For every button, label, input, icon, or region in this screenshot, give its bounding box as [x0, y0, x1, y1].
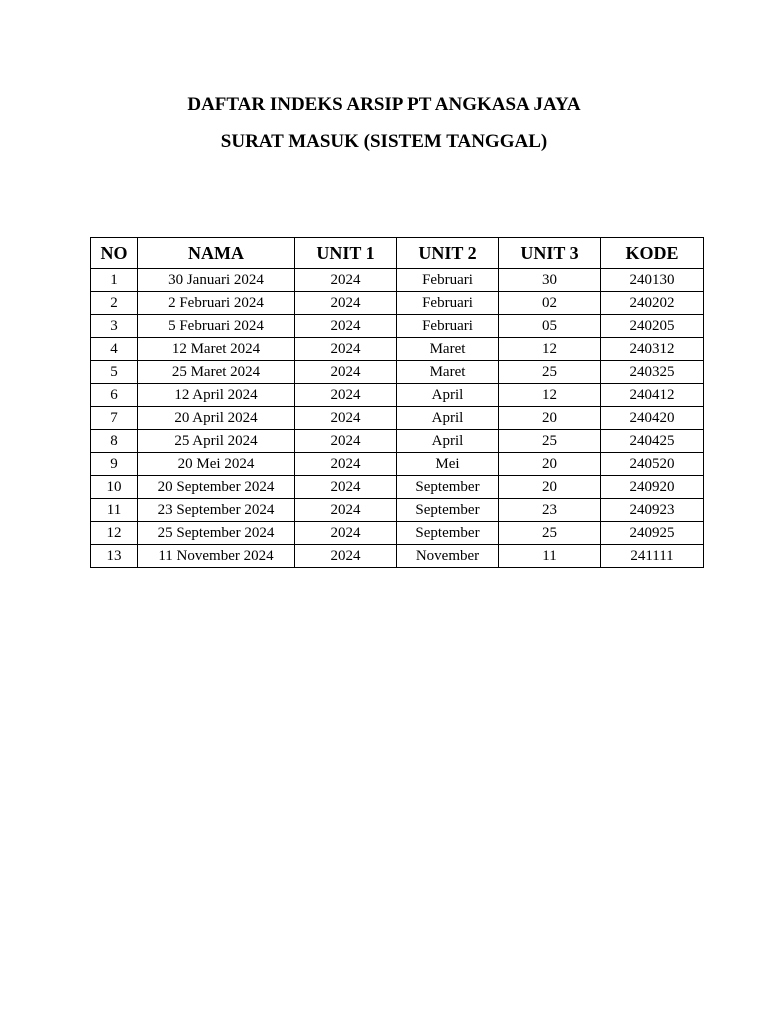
archive-index-table — [90, 237, 704, 568]
cell-no: 13 — [91, 545, 138, 568]
cell-unit-2: Februari — [397, 269, 499, 292]
cell-no: 4 — [91, 338, 138, 361]
cell-unit-2: Mei — [397, 453, 499, 476]
table-row — [91, 315, 704, 338]
cell-no: 5 — [91, 361, 138, 384]
cell-unit-3: 20 — [499, 476, 601, 499]
cell-unit-3: 12 — [499, 338, 601, 361]
header-row — [91, 238, 704, 269]
cell-no: 6 — [91, 384, 138, 407]
table-row — [91, 292, 704, 315]
header-unit-3: UNIT 3 — [499, 238, 601, 269]
table-row — [91, 338, 704, 361]
cell-kode: 240202 — [601, 292, 704, 315]
cell-unit-3: 05 — [499, 315, 601, 338]
cell-unit-2: September — [397, 522, 499, 545]
cell-unit-3: 20 — [499, 407, 601, 430]
cell-nama: 25 September 2024 — [138, 522, 295, 545]
cell-no: 2 — [91, 292, 138, 315]
cell-nama: 11 November 2024 — [138, 545, 295, 568]
cell-kode: 240920 — [601, 476, 704, 499]
cell-kode: 240923 — [601, 499, 704, 522]
header-kode: KODE — [601, 238, 704, 269]
header-nama: NAMA — [138, 238, 295, 269]
header-unit-1: UNIT 1 — [295, 238, 397, 269]
cell-unit-1: 2024 — [295, 522, 397, 545]
cell-kode: 240312 — [601, 338, 704, 361]
cell-nama: 20 April 2024 — [138, 407, 295, 430]
table-row — [91, 522, 704, 545]
cell-unit-2: April — [397, 407, 499, 430]
cell-unit-3: 20 — [499, 453, 601, 476]
cell-unit-2: Maret — [397, 338, 499, 361]
cell-unit-3: 02 — [499, 292, 601, 315]
table-row — [91, 384, 704, 407]
cell-unit-2: September — [397, 499, 499, 522]
table-row — [91, 499, 704, 522]
cell-unit-1: 2024 — [295, 476, 397, 499]
document-title: DAFTAR INDEKS ARSIP PT ANGKASA JAYA — [187, 94, 581, 115]
cell-unit-1: 2024 — [295, 269, 397, 292]
cell-unit-1: 2024 — [295, 430, 397, 453]
table-row — [91, 453, 704, 476]
cell-unit-3: 25 — [499, 430, 601, 453]
cell-unit-3: 12 — [499, 384, 601, 407]
cell-no: 12 — [91, 522, 138, 545]
cell-no: 7 — [91, 407, 138, 430]
cell-nama: 12 Maret 2024 — [138, 338, 295, 361]
cell-kode: 241111 — [601, 545, 704, 568]
cell-unit-1: 2024 — [295, 545, 397, 568]
cell-nama: 2 Februari 2024 — [138, 292, 295, 315]
cell-unit-2: November — [397, 545, 499, 568]
cell-unit-3: 25 — [499, 522, 601, 545]
table-row — [91, 407, 704, 430]
table-row — [91, 361, 704, 384]
cell-unit-1: 2024 — [295, 315, 397, 338]
cell-unit-1: 2024 — [295, 499, 397, 522]
cell-kode: 240425 — [601, 430, 704, 453]
header-unit-2: UNIT 2 — [397, 238, 499, 269]
cell-nama: 25 Maret 2024 — [138, 361, 295, 384]
cell-unit-1: 2024 — [295, 384, 397, 407]
header-no: NO — [91, 238, 138, 269]
table-row — [91, 269, 704, 292]
cell-unit-2: Maret — [397, 361, 499, 384]
cell-no: 10 — [91, 476, 138, 499]
cell-kode: 240205 — [601, 315, 704, 338]
cell-unit-1: 2024 — [295, 292, 397, 315]
cell-nama: 20 September 2024 — [138, 476, 295, 499]
cell-no: 11 — [91, 499, 138, 522]
cell-unit-3: 23 — [499, 499, 601, 522]
cell-no: 9 — [91, 453, 138, 476]
cell-nama: 25 April 2024 — [138, 430, 295, 453]
table-header — [91, 238, 704, 269]
cell-no: 8 — [91, 430, 138, 453]
cell-nama: 5 Februari 2024 — [138, 315, 295, 338]
cell-unit-3: 30 — [499, 269, 601, 292]
table-row — [91, 545, 704, 568]
cell-unit-3: 25 — [499, 361, 601, 384]
cell-unit-1: 2024 — [295, 338, 397, 361]
document-subtitle: SURAT MASUK (SISTEM TANGGAL) — [220, 131, 548, 152]
cell-unit-3: 11 — [499, 545, 601, 568]
table-row — [91, 430, 704, 453]
cell-unit-2: September — [397, 476, 499, 499]
cell-nama: 20 Mei 2024 — [138, 453, 295, 476]
cell-nama: 23 September 2024 — [138, 499, 295, 522]
cell-kode: 240325 — [601, 361, 704, 384]
cell-unit-1: 2024 — [295, 407, 397, 430]
cell-kode: 240130 — [601, 269, 704, 292]
cell-unit-2: April — [397, 430, 499, 453]
cell-kode: 240520 — [601, 453, 704, 476]
cell-kode: 240412 — [601, 384, 704, 407]
cell-unit-2: Februari — [397, 292, 499, 315]
cell-kode: 240925 — [601, 522, 704, 545]
cell-unit-2: Februari — [397, 315, 499, 338]
cell-nama: 30 Januari 2024 — [138, 269, 295, 292]
cell-unit-2: April — [397, 384, 499, 407]
table-body — [91, 269, 704, 568]
cell-nama: 12 April 2024 — [138, 384, 295, 407]
cell-unit-1: 2024 — [295, 361, 397, 384]
cell-no: 3 — [91, 315, 138, 338]
cell-unit-1: 2024 — [295, 453, 397, 476]
cell-no: 1 — [91, 269, 138, 292]
table-row — [91, 476, 704, 499]
cell-kode: 240420 — [601, 407, 704, 430]
